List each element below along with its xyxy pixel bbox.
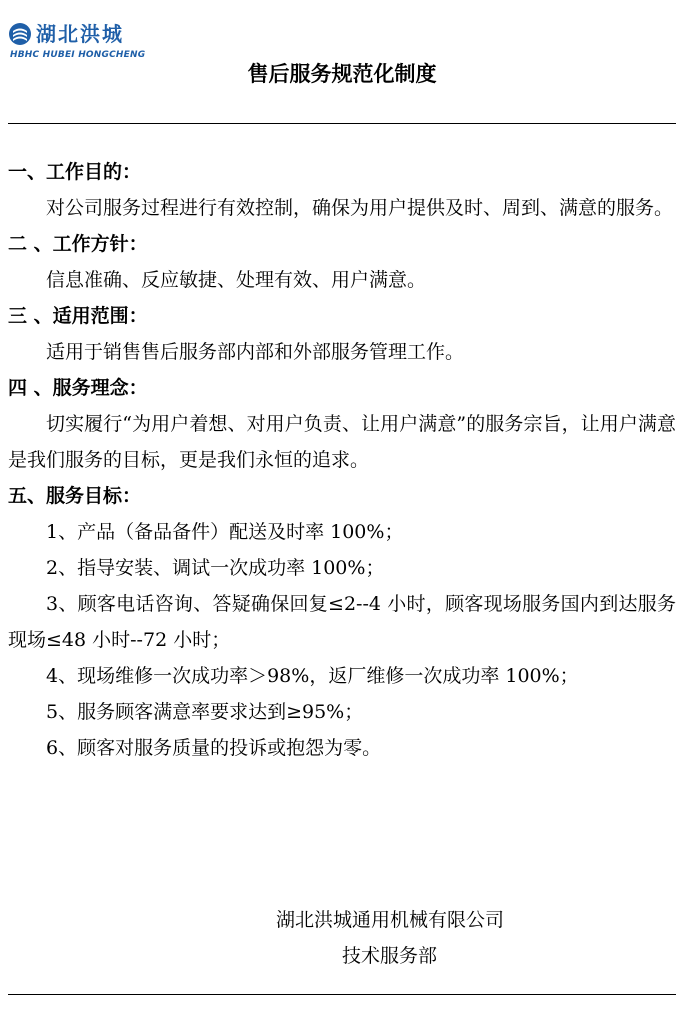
section-text-policy: 信息准确、反应敏捷、处理有效、用户满意。 (46, 269, 427, 291)
section-text-scope: 适用于销售售后服务部内部和外部服务管理工作。 (46, 341, 465, 363)
document-title: 售后服务规范化制度 (247, 62, 437, 86)
footer-divider (8, 994, 676, 995)
company-logo-icon (8, 22, 32, 46)
section-heading-goals: 五、服务目标： (8, 485, 142, 507)
document-body (8, 154, 676, 766)
header-divider (8, 123, 676, 124)
goal-item: 3、顾客电话咨询、答疑确保回复≤2--4 小时，顾客现场服务国内到达服务现场≤48 小时--72 小时； (8, 593, 676, 651)
company-logo (8, 20, 158, 60)
goal-item: 1、产品（备品备件）配送及时率 100%； (46, 521, 404, 543)
company-name: 湖北洪城通用机械有限公司 (276, 909, 505, 931)
goal-item: 2、指导安装、调试一次成功率 100%； (46, 557, 385, 579)
goal-item: 6、顾客对服务质量的投诉或抱怨为零。 (46, 737, 382, 759)
section-heading-philosophy: 四 、服务理念： (8, 377, 148, 399)
section-text-philosophy: 切实履行“为用户着想、对用户负责、让用户满意”的服务宗旨，让用户满意是我们服务的目标，更是我们永恒的追求。 (8, 413, 676, 471)
department-name: 技术服务部 (342, 945, 438, 967)
logo-name-cn: 湖北洪城 (36, 22, 124, 46)
section-heading-scope: 三 、适用范围： (8, 305, 148, 327)
goal-item: 4、现场维修一次成功率＞98%，返厂维修一次成功率 100%； (46, 665, 579, 687)
logo-name-en: HBHC HUBEI HONGCHENG (10, 50, 146, 60)
section-heading-policy: 二 、工作方针： (8, 233, 148, 255)
section-text-purpose: 对公司服务过程进行有效控制，确保为用户提供及时、周到、满意的服务。 (46, 197, 674, 219)
goal-item: 5、服务顾客满意率要求达到≥95%； (46, 701, 364, 723)
section-heading-purpose: 一、工作目的： (8, 161, 142, 183)
